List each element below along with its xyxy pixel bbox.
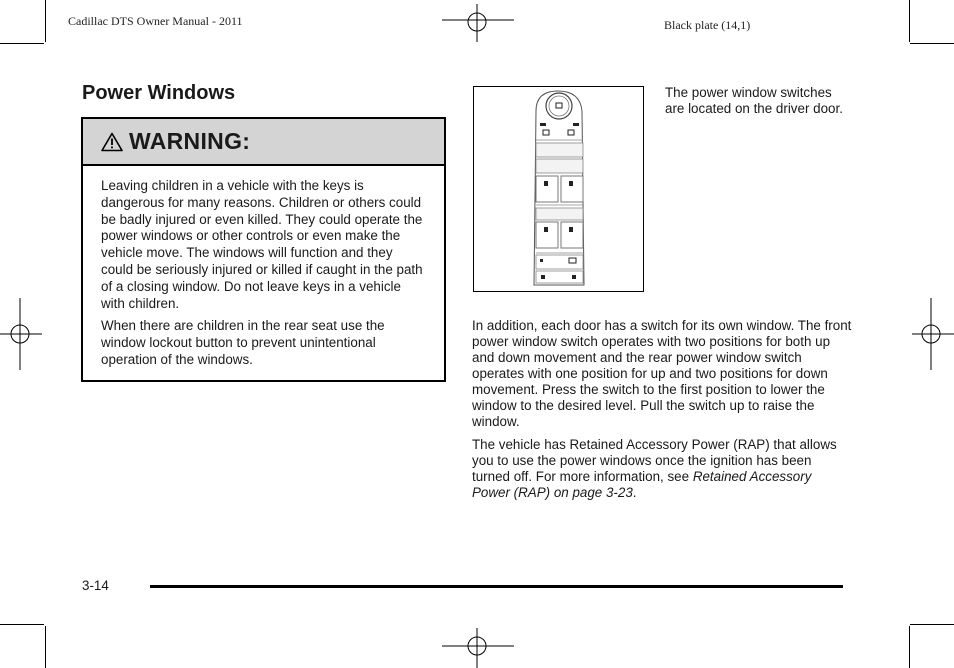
warning-paragraph: Leaving children in a vehicle with the keys is dangerous for many reasons. Children or others could be badly injured or even killed. They could operate the power windows or other controls or even make the vehicle move. The windows will function and they could be seriously injured or killed if caught in the path of a closing window. Do not leave keys in a vehicle with children. bbox=[101, 178, 423, 311]
section-title: Power Windows bbox=[82, 82, 236, 104]
crop-mark bbox=[45, 626, 46, 668]
crop-mark bbox=[0, 43, 44, 44]
warning-box bbox=[81, 117, 446, 382]
crop-mark bbox=[0, 624, 44, 625]
crop-mark bbox=[909, 0, 910, 42]
body-text bbox=[472, 318, 852, 508]
body-paragraph: In addition, each door has a switch for its own window. The front power window switch operates with two positions for both up and down movement and the rear power window switch operates with one position for up and two positions for down movement. Press the switch to the first position to lower the window to the desired level. Pull the switch up to raise the window. bbox=[472, 318, 852, 429]
warning-body bbox=[83, 166, 444, 369]
warning-triangle-icon bbox=[101, 132, 123, 152]
warning-title: WARNING: bbox=[129, 128, 251, 154]
warning-paragraph: When there are children in the rear seat use the window lockout button to prevent unintentional operation of the windows. bbox=[101, 318, 385, 367]
body-paragraph-end: . bbox=[632, 485, 637, 500]
crop-mark bbox=[45, 0, 46, 42]
window-switch-panel-illustration bbox=[474, 87, 643, 291]
page-number: 3-14 bbox=[82, 578, 109, 593]
crop-mark bbox=[910, 43, 954, 44]
body-paragraph bbox=[472, 437, 852, 501]
crop-mark bbox=[910, 624, 954, 625]
running-header-title: Cadillac DTS Owner Manual - 2011 bbox=[68, 14, 243, 28]
crop-mark bbox=[909, 626, 910, 668]
cross-reference-link[interactable]: Retained Accessory Power (RAP) on page 3-23 bbox=[472, 469, 812, 500]
registration-mark-right bbox=[910, 296, 954, 372]
figure-caption: The power window switches are located on the driver door. bbox=[665, 85, 843, 116]
registration-mark-bottom bbox=[440, 626, 516, 668]
registration-mark-left bbox=[0, 296, 44, 372]
footer-rule bbox=[150, 585, 843, 588]
body-paragraph-text: The vehicle has Retained Accessory Power (RAP) that allows you to use the power windows once the ignition has been turned off. For more information, see bbox=[472, 437, 837, 484]
registration-mark-top bbox=[440, 2, 516, 46]
warning-header bbox=[83, 119, 444, 166]
window-switch-figure bbox=[473, 86, 644, 292]
running-header-plate: Black plate (14,1) bbox=[664, 18, 751, 32]
